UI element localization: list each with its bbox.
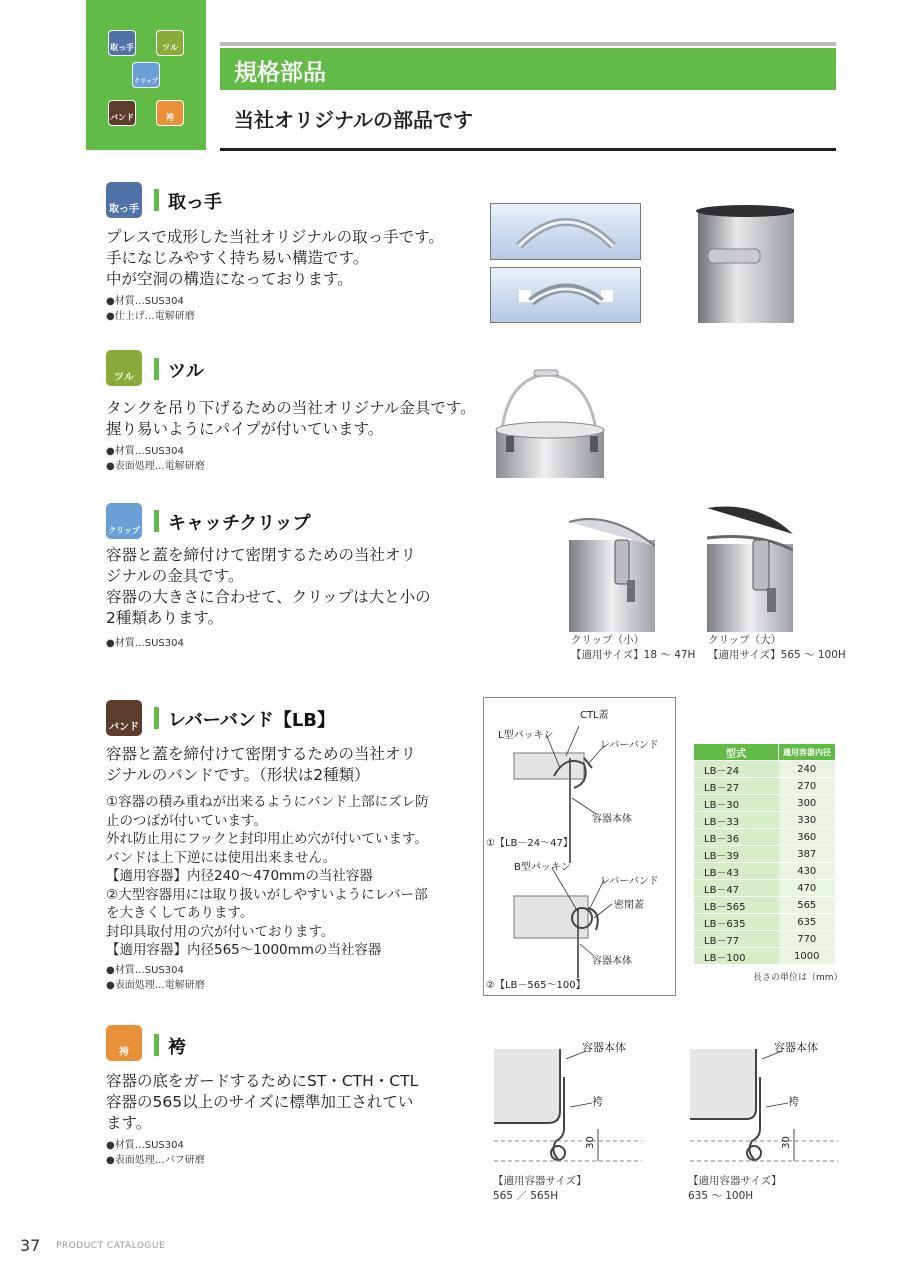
dimension-label: 30 — [584, 1136, 596, 1149]
tsuru-specs: ●材質…SUS304 ●表面処理…電解研磨 — [106, 446, 205, 472]
model-cell: LB－27 — [694, 778, 779, 795]
hakama-label-2: 袴 — [788, 1095, 799, 1108]
diameter-cell: 430 — [779, 863, 836, 880]
handle-photo-can — [694, 203, 794, 323]
hakama-diagram-1 — [492, 1037, 642, 1169]
small-clip-image — [569, 510, 655, 632]
model-cell: LB－33 — [694, 812, 779, 829]
lever-band-table — [694, 744, 835, 965]
model-cell: LB－565 — [694, 897, 779, 914]
diameter-cell: 770 — [779, 931, 836, 948]
hakama-cross-section-1 — [492, 1037, 642, 1169]
clip-small-photo — [569, 510, 655, 632]
handle-specs: ●材質…SUS304 ●仕上げ…電解研磨 — [106, 296, 195, 322]
handle-top-image — [491, 268, 640, 322]
section-marker — [154, 1034, 159, 1056]
clip-icon: クリップ — [132, 62, 160, 88]
page-title: 規格部品 — [234, 60, 326, 86]
container-body-label-2: 容器本体 — [592, 956, 632, 967]
diameter-cell: 360 — [779, 829, 836, 846]
handle-heading: 取っ手 — [168, 192, 222, 213]
model-cell: LB－77 — [694, 931, 779, 948]
band-icon: バンド — [108, 100, 136, 126]
handle-icon: 取っ手 — [106, 182, 142, 218]
model-cell: LB－47 — [694, 880, 779, 897]
sealed-lid-label: 密閉蓋 — [614, 900, 644, 911]
clip-heading: キャッチクリップ — [168, 513, 311, 534]
clip-small-caption: クリップ（小） 【適用サイズ】18 ～ 47H — [571, 634, 696, 661]
handle-photo-top — [490, 267, 641, 323]
section-marker — [154, 510, 159, 532]
clip-description: 容器と蓋を締付けて密閉するための当社オリ ジナルの金具です。 容器の大きさに合わせて、クリップは大と小の 2種類あります。 — [106, 546, 431, 627]
hakama-icon: 袴 — [156, 100, 184, 126]
table-row — [694, 948, 835, 965]
handle-icon: 取っ手 — [108, 30, 136, 56]
tsuru-heading: ツル — [168, 361, 204, 382]
lever-band-label: レバーバンド — [600, 740, 659, 751]
diameter-cell: 300 — [779, 795, 836, 812]
tsuru-icon: ツル — [156, 30, 184, 56]
hakama-icon: 袴 — [106, 1025, 142, 1061]
container-body-label-2: 容器本体 — [774, 1041, 818, 1054]
can-with-handle-image — [694, 203, 794, 323]
table-header-diameter: 適用容器内径 — [779, 744, 836, 761]
diameter-cell: 330 — [779, 812, 836, 829]
title-bar — [220, 48, 836, 90]
hakama-caption-2: 【適用容器サイズ】 635 ～ 100H — [688, 1175, 782, 1202]
model-cell: LB－39 — [694, 846, 779, 863]
clip-specs: ●材質…SUS304 — [106, 638, 184, 649]
l-packing-label: L型パッキン — [498, 730, 554, 741]
table-row — [694, 829, 835, 846]
section-marker — [154, 707, 159, 729]
tsuru-photo — [490, 366, 608, 478]
page-number: 37 — [20, 1236, 41, 1255]
catalogue-label: PRODUCT CATALOGUE — [56, 1241, 166, 1251]
model-cell: LB－24 — [694, 761, 779, 778]
table-row — [694, 914, 835, 931]
section-marker — [154, 358, 159, 380]
table-header-model: 型式 — [694, 744, 779, 761]
table-row — [694, 812, 835, 829]
band-diagram — [483, 697, 676, 996]
hakama-label: 袴 — [592, 1095, 603, 1108]
hakama-specs: ●材質…SUS304 ●表面処理…バフ研磨 — [106, 1140, 205, 1166]
band-icon: バンド — [106, 700, 142, 736]
diameter-cell: 635 — [779, 914, 836, 931]
hakama-caption-1: 【適用容器サイズ】 565 ／ 565H — [493, 1175, 587, 1202]
model-cell: LB－30 — [694, 795, 779, 812]
diameter-cell: 270 — [779, 778, 836, 795]
unit-note: 長さの単位は（mm） — [753, 973, 843, 983]
hakama-diagram-2 — [688, 1037, 838, 1169]
handle-side-image — [491, 204, 640, 259]
clip-icon: クリップ — [106, 503, 142, 539]
header-divider — [220, 148, 836, 151]
clip-large-photo — [707, 502, 793, 632]
model-cell: LB－43 — [694, 863, 779, 880]
category-tab — [86, 0, 206, 150]
table-row — [694, 880, 835, 897]
model-cell: LB－635 — [694, 914, 779, 931]
large-clip-image — [707, 502, 793, 632]
diameter-cell: 470 — [779, 880, 836, 897]
diameter-cell: 240 — [779, 761, 836, 778]
diagram-caption-2: ②【LB－565～100】 — [486, 980, 586, 991]
title-rule — [220, 42, 836, 46]
tsuru-description: タンクを吊り下げるための当社オリジナル金具です。 握り易いようにパイプが付いています。 — [106, 399, 476, 438]
band-description: 容器と蓋を締付けて密閉するための当社オリ ジナルのバンドです。（形状は2種類） — [106, 745, 417, 784]
table-row — [694, 778, 835, 795]
hakama-heading: 袴 — [168, 1037, 186, 1058]
table-row — [694, 846, 835, 863]
table-row — [694, 761, 835, 778]
diameter-cell: 565 — [779, 897, 836, 914]
table-row — [694, 897, 835, 914]
table-row — [694, 931, 835, 948]
container-body-label: 容器本体 — [592, 814, 632, 825]
section-marker — [154, 189, 159, 211]
dimension-label-2: 30 — [780, 1136, 792, 1149]
lever-band-label-2: レバーバンド — [600, 876, 659, 887]
handle-description: プレスで成形した当社オリジナルの取っ手です。 手になじみやすく持ち易い構造です。 中が空洞の構造になっております。 — [106, 228, 444, 288]
model-cell: LB－100 — [694, 948, 779, 965]
band-detail: ①容器の積み重ねが出来るようにバンド上部にズレ防 止のつばが付いています。 外れ防止用にフックと封印用止め穴が付いています。 バンドは上下逆には使用出来ません。 【適用容器】内径240～470mmの当社容器 ②大型容器用には取り扱いがしやすいようにレバー部 を大きくしてあります。 封印具取付用の穴が付いております。 【適用容器】内径565～1000mmの当社容器 — [106, 794, 429, 958]
container-body-label: 容器本体 — [582, 1041, 626, 1054]
b-packing-label: B型パッキン — [514, 862, 571, 873]
diagram-caption-1: ①【LB－24～47】 — [486, 838, 573, 849]
band-heading: レバーバンド【LB】 — [168, 710, 336, 731]
ctl-lid-label: CTL蓋 — [580, 710, 609, 721]
diameter-cell: 387 — [779, 846, 836, 863]
table-row — [694, 863, 835, 880]
table-row — [694, 795, 835, 812]
tsuru-icon: ツル — [106, 350, 142, 386]
handle-photo-side — [490, 203, 641, 260]
clip-large-caption: クリップ（大） 【適用サイズ】565 ～ 100H — [708, 634, 846, 661]
hakama-description: 容器の底をガードするためにST・CTH・CTL 容器の565以上のサイズに標準加工されてい ます。 — [106, 1072, 419, 1132]
hakama-cross-section-2 — [688, 1037, 838, 1169]
diameter-cell: 1000 — [779, 948, 836, 965]
model-cell: LB－36 — [694, 829, 779, 846]
page-subtitle: 当社オリジナルの部品です — [234, 108, 473, 132]
band-specs: ●材質…SUS304 ●表面処理…電解研磨 — [106, 965, 205, 991]
can-with-bail-image — [490, 366, 608, 478]
